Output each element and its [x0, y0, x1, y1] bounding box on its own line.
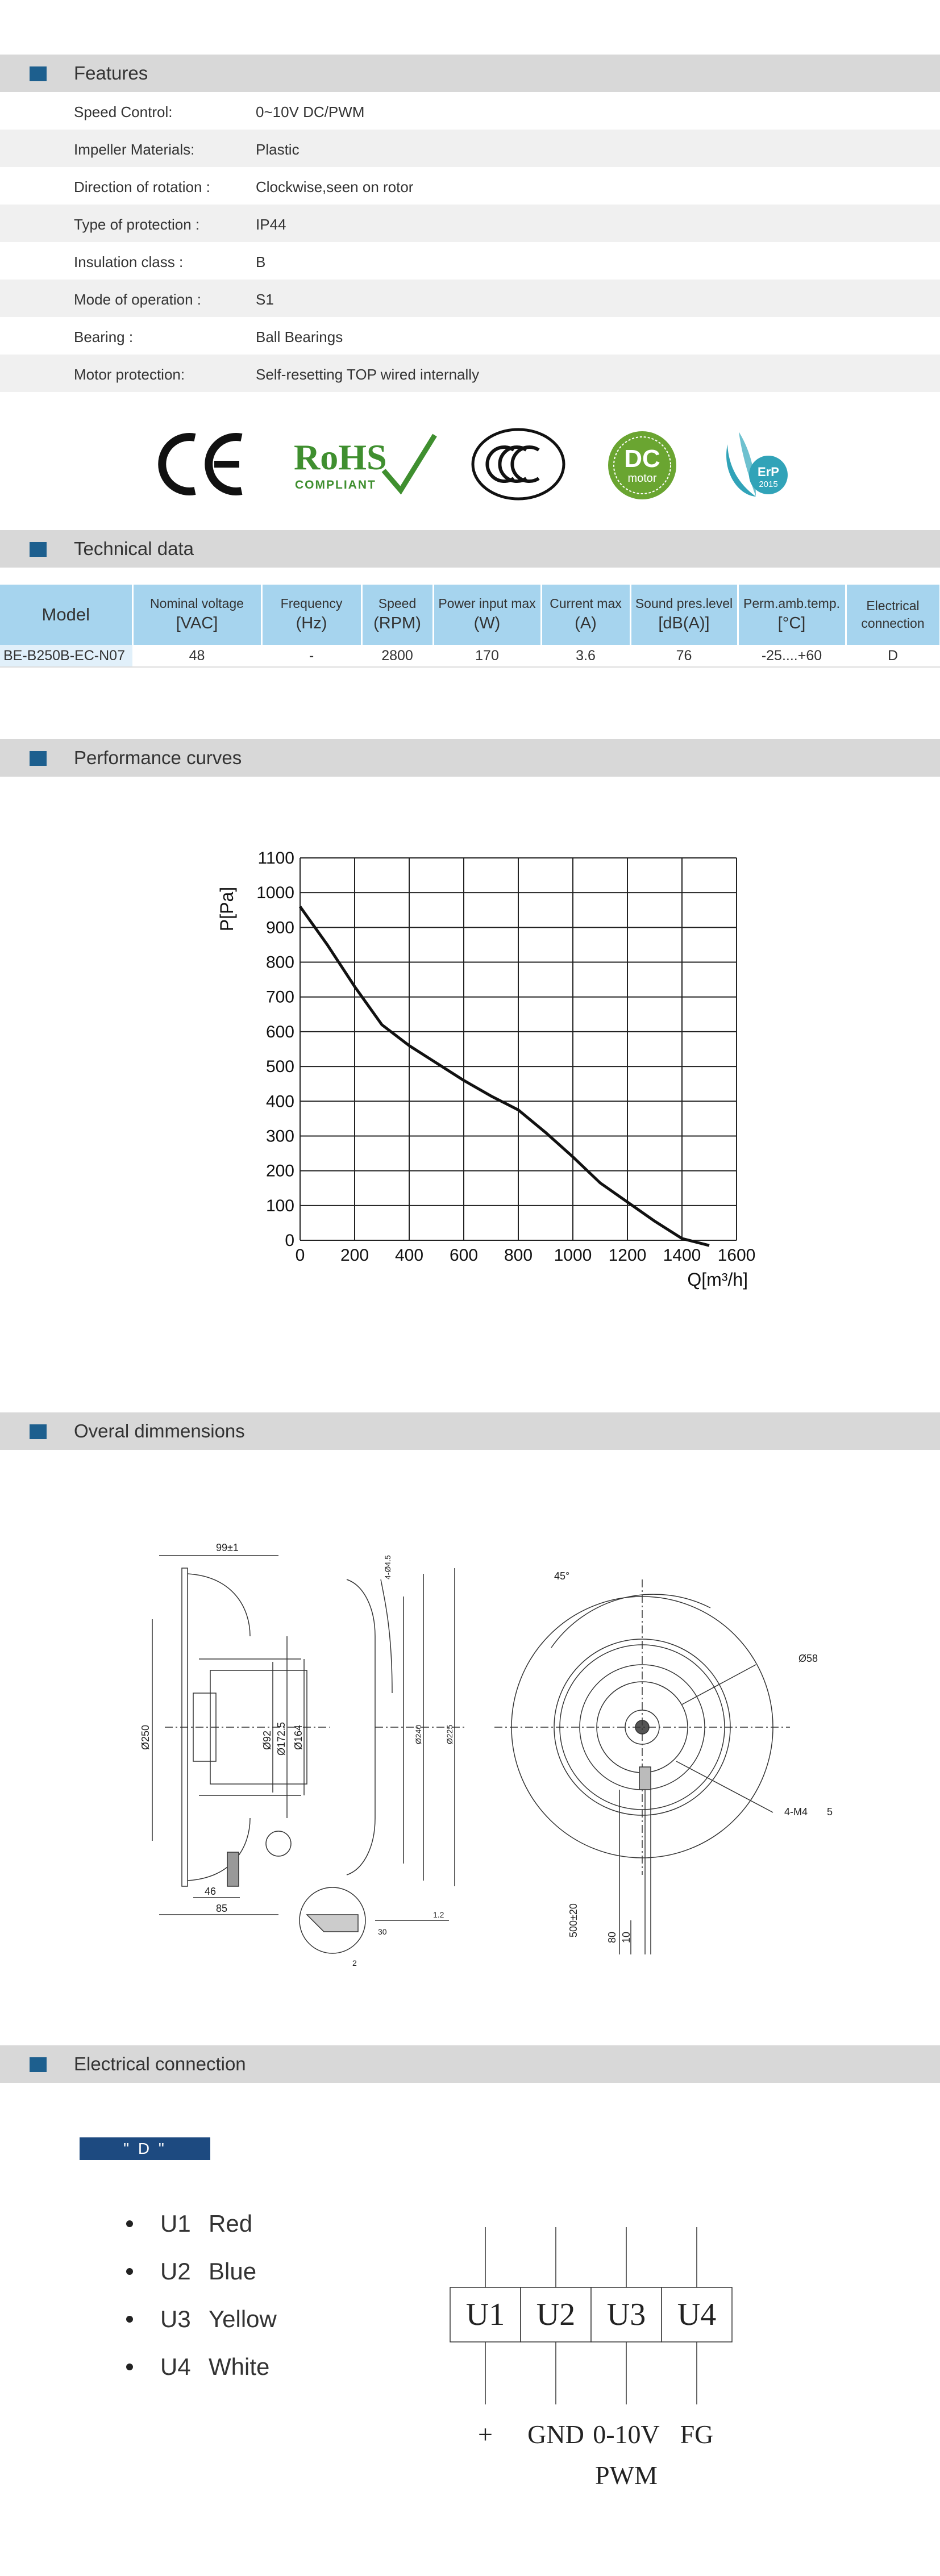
ccc-logo [471, 427, 566, 504]
column-header-connection: Electrical connection [846, 585, 940, 645]
section-marker-icon [30, 1424, 47, 1439]
section-title: Features [74, 62, 148, 84]
cell-current: 3.6 [541, 645, 630, 667]
feature-label: Mode of operation : [74, 291, 202, 308]
terminal-diagram [432, 2216, 750, 2500]
y-tick-label: 700 [265, 987, 294, 1007]
wire-code: U4 [160, 2353, 191, 2380]
section-marker-icon [30, 2057, 47, 2072]
inlet-profile [347, 1579, 375, 1875]
detail-circle [266, 1831, 291, 1856]
section-marker-icon [30, 751, 47, 766]
cell-speed: 2800 [361, 645, 433, 667]
dim-12: 1.2 [433, 1910, 444, 1919]
column-header-voltage: Nominal voltage [VAC] [132, 585, 261, 645]
feature-label: Type of protection : [74, 216, 200, 233]
wire-code: U2 [160, 2258, 191, 2285]
rohs-logo [293, 431, 440, 498]
feature-value: Ball Bearings [256, 328, 343, 345]
table-row [0, 645, 940, 667]
feature-label: Direction of rotation : [74, 178, 210, 195]
y-axis-label: P[Pa] [217, 886, 237, 932]
bullet-icon [126, 2364, 133, 2370]
bullet-icon [126, 2316, 133, 2323]
column-header-sound: Sound pres.level [dB(A)] [630, 585, 738, 645]
signal-label: + [478, 2420, 493, 2449]
bullet-icon [126, 2220, 133, 2227]
x-tick-label: 600 [449, 1246, 479, 1265]
dim-240: Ø240 [414, 1724, 423, 1744]
feature-value: S1 [256, 291, 274, 308]
y-tick-label: 200 [265, 1161, 294, 1181]
feature-label: Bearing : [74, 328, 134, 345]
dim-250: Ø250 [140, 1724, 151, 1750]
dim-225: Ø225 [445, 1724, 454, 1744]
erp-year-text: 2015 [759, 480, 778, 489]
erp-logo [716, 427, 791, 501]
dim-2: 2 [352, 1958, 357, 1968]
x-tick-label: 0 [295, 1246, 305, 1265]
wire-code: U3 [160, 2306, 191, 2332]
dim-85: 85 [216, 1903, 228, 1914]
erp-text: ErP [758, 465, 779, 479]
connection-type-badge: " D " [80, 2137, 210, 2160]
x-tick-label: 1600 [717, 1246, 756, 1265]
checkmark-icon [378, 431, 440, 498]
feature-label: Motor protection: [74, 366, 185, 383]
cell-voltage: 48 [132, 645, 261, 667]
feature-row [0, 205, 940, 242]
signal-label: 0-10V [593, 2420, 660, 2449]
dim-m4: 4-M4 [784, 1806, 808, 1818]
feature-row [0, 92, 940, 130]
dim-172: Ø172.5 [276, 1721, 287, 1756]
column-header-power: Power input max (W) [433, 585, 541, 645]
section-title: Technical data [74, 538, 194, 559]
x-tick-label: 1200 [608, 1246, 647, 1265]
column-header-temp: Perm.amb.temp. [°C] [738, 585, 846, 645]
y-tick-label: 600 [265, 1022, 294, 1041]
dc-text: DC [624, 445, 660, 473]
y-tick-label: 800 [265, 953, 294, 972]
cell-frequency: - [261, 645, 361, 667]
section-marker-icon [30, 66, 47, 81]
feature-row [0, 355, 940, 392]
dim-46: 46 [205, 1886, 217, 1897]
technical-data-table [0, 585, 940, 668]
y-tick-label: 500 [265, 1057, 294, 1077]
y-tick-label: 1100 [257, 849, 294, 868]
technical-header [0, 530, 940, 568]
feature-value: Clockwise,seen on rotor [256, 178, 414, 195]
front-view [494, 1579, 790, 1954]
wire-code: U1 [160, 2210, 191, 2237]
dim-92: Ø92 [261, 1730, 273, 1750]
x-tick-label: 800 [504, 1246, 533, 1265]
section-title: Electrical connection [74, 2053, 246, 2074]
performance-curve-line [300, 907, 709, 1246]
terminal-label: U3 [606, 2297, 646, 2332]
wire-color: Red [209, 2210, 253, 2237]
dim-58: Ø58 [798, 1653, 818, 1664]
motor-text: motor [627, 472, 657, 485]
wire-color: Yellow [209, 2306, 277, 2332]
terminal-label: U4 [677, 2297, 717, 2332]
column-header-speed: Speed (RPM) [361, 585, 433, 645]
feature-row [0, 242, 940, 280]
dimension-drawing [108, 1523, 870, 1989]
cell-power: 170 [433, 645, 541, 667]
cell-sound: 76 [630, 645, 738, 667]
feature-label: Impeller Materials: [74, 141, 195, 158]
blade-bottom-curve [188, 1818, 250, 1881]
section-title: Performance curves [74, 747, 242, 768]
performance-header [0, 739, 940, 777]
features-header [0, 55, 940, 92]
dim-5: 5 [827, 1806, 833, 1818]
terminal-label: U2 [536, 2297, 576, 2332]
column-header-current: Current max (A) [541, 585, 630, 645]
feature-value: Self-resetting TOP wired internally [256, 366, 480, 383]
y-tick-label: 900 [265, 918, 294, 937]
feature-row [0, 317, 940, 355]
dimension-labels [140, 1542, 833, 1968]
section-marker-icon [30, 542, 47, 557]
feature-value: Plastic [256, 141, 300, 158]
dim-10: 10 [621, 1931, 632, 1943]
dim-30: 30 [378, 1927, 387, 1936]
feature-label: Speed Control: [74, 103, 173, 120]
dc-motor-logo [607, 430, 677, 501]
side-view [152, 1556, 365, 1953]
column-header-model: Model [0, 585, 132, 645]
signal-label: FG [680, 2420, 714, 2449]
signal-sub-label: PWM [595, 2461, 658, 2490]
performance-chart [216, 835, 762, 1347]
dim-164: Ø164 [293, 1724, 304, 1750]
y-tick-label: 0 [285, 1231, 294, 1250]
bullet-icon [126, 2268, 133, 2275]
y-tick-label: 400 [265, 1092, 294, 1111]
signal-label: GND [527, 2420, 584, 2449]
rohs-text: RoHS [294, 437, 387, 477]
feature-value: IP44 [256, 216, 286, 233]
x-tick-label: 1000 [554, 1246, 592, 1265]
x-tick-label: 400 [394, 1246, 424, 1265]
cell-model: BE-B250B-EC-N07 [0, 645, 132, 667]
x-tick-label: 200 [340, 1246, 369, 1265]
dim-500: 500±20 [568, 1903, 579, 1937]
y-tick-label: 300 [265, 1127, 294, 1146]
dimensions-header [0, 1412, 940, 1450]
cell-connection: D [846, 645, 940, 667]
column-header-frequency: Frequency (Hz) [261, 585, 361, 645]
table-header-row [0, 585, 940, 645]
feature-label: Insulation class : [74, 253, 184, 270]
electrical-header [0, 2045, 940, 2083]
cable-exit [639, 1767, 651, 1790]
x-axis-label: Q[m³/h] [687, 1269, 748, 1290]
cable [227, 1852, 239, 1886]
rohs-compliant-text: COMPLIANT [295, 478, 376, 491]
x-tick-label: 1400 [663, 1246, 701, 1265]
wire-color: Blue [209, 2258, 257, 2285]
terminal-label: U1 [465, 2297, 505, 2332]
dim-4045: 4-Ø4.5 [383, 1555, 392, 1579]
feature-row [0, 167, 940, 205]
wire-color: White [209, 2353, 270, 2380]
feature-value: B [256, 253, 266, 270]
blade-top-curve [188, 1574, 250, 1636]
dim-45: 45° [554, 1570, 570, 1582]
y-tick-label: 1000 [256, 883, 294, 903]
feature-row [0, 280, 940, 317]
ce-logo [156, 431, 247, 501]
feature-value: 0~10V DC/PWM [256, 103, 365, 120]
cell-temp: -25....+60 [738, 645, 846, 667]
feature-row [0, 130, 940, 167]
section-title: Overal dimmensions [74, 1420, 245, 1441]
dim-99: 99±1 [216, 1542, 239, 1553]
y-tick-label: 100 [265, 1196, 294, 1215]
dim-80: 80 [606, 1931, 618, 1943]
